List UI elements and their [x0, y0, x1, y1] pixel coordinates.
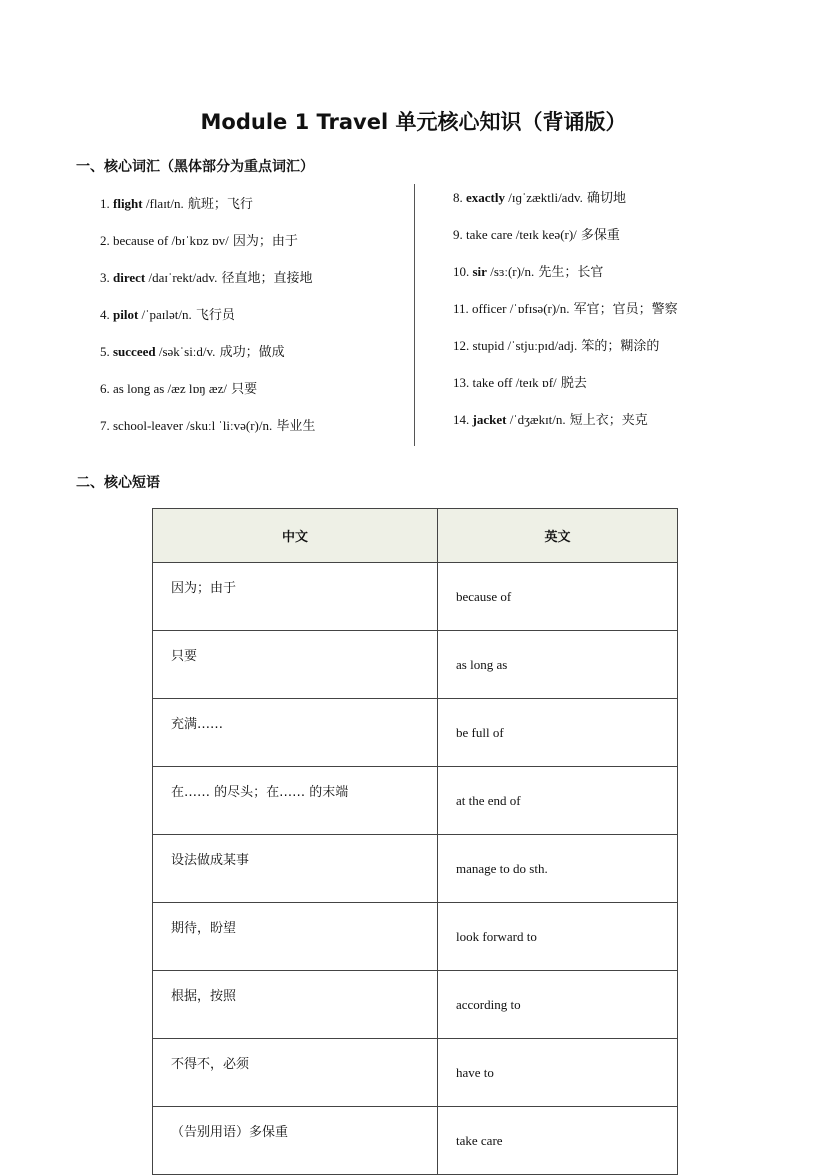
vocab-phonetic: /teɪk ɒf/: [512, 375, 557, 390]
table-row: [153, 971, 678, 1039]
vocab-meaning: 因为；由于: [228, 234, 298, 249]
vocab-phonetic: /ˈɒfɪsə(r)/n.: [506, 301, 570, 316]
vocab-item: [100, 415, 315, 434]
vocab-word: as long as: [113, 381, 165, 396]
vocab-phonetic: /sɜː(r)/n.: [486, 264, 535, 279]
vocab-number: 13.: [453, 375, 470, 390]
vocab-meaning: 多保重: [576, 228, 620, 243]
phrase-english: be full of: [438, 699, 678, 767]
phrase-chinese: 在…… 的尽头；在…… 的末端: [153, 767, 438, 835]
phrase-english: as long as: [438, 631, 678, 699]
vocab-phonetic: /skuːl ˈliːvə(r)/n.: [183, 418, 273, 433]
vocab-number: 7.: [100, 418, 110, 433]
vocab-meaning: 短上衣；夹克: [565, 413, 648, 428]
vocab-word: school-leaver: [113, 418, 184, 433]
vocab-phonetic: /daɪˈrekt/adv.: [145, 270, 218, 285]
vocab-phonetic: /səkˈsiːd/v.: [155, 344, 216, 359]
vocab-word: officer: [472, 301, 507, 316]
phrase-chinese: （告别用语）多保重: [153, 1107, 438, 1175]
vocab-item: [100, 378, 257, 397]
vocab-item: [453, 224, 620, 243]
phrase-chinese: 因为；由于: [153, 563, 438, 631]
phrase-chinese: 期待，盼望: [153, 903, 438, 971]
vocab-phonetic: /ˈstjuːpɪd/adj.: [504, 338, 578, 353]
table-row: [153, 631, 678, 699]
phrase-chinese: 不得不，必须: [153, 1039, 438, 1107]
table-row: [153, 767, 678, 835]
table-header-row: [153, 509, 678, 563]
vocab-number: 1.: [100, 196, 110, 211]
vocab-meaning: 毕业生: [272, 419, 316, 434]
vocab-word: flight: [113, 196, 143, 211]
vocab-word: because of: [113, 233, 169, 248]
column-divider: [414, 184, 415, 446]
phrase-english: have to: [438, 1039, 678, 1107]
vocab-item: [100, 193, 253, 212]
vocab-number: 10.: [453, 264, 470, 279]
phrase-chinese: 充满……: [153, 699, 438, 767]
table-row: [153, 1107, 678, 1175]
vocab-word: direct: [113, 270, 146, 285]
vocab-word: take care: [466, 227, 513, 242]
vocab-number: 3.: [100, 270, 110, 285]
section-heading-phrases: 二、核心短语: [76, 475, 160, 491]
vocab-number: 11.: [453, 301, 469, 316]
phrase-english: manage to do sth.: [438, 835, 678, 903]
vocab-number: 2.: [100, 233, 110, 248]
vocab-meaning: 笨的；糊涂的: [577, 339, 660, 354]
phrase-chinese: 只要: [153, 631, 438, 699]
vocab-number: 5.: [100, 344, 110, 359]
vocab-meaning: 只要: [226, 382, 258, 397]
vocab-meaning: 脱去: [556, 376, 587, 391]
vocab-meaning: 军官；官员；警察: [569, 302, 678, 317]
vocab-phonetic: /ˈpaɪlət/n.: [138, 307, 192, 322]
table-row: [153, 1039, 678, 1107]
table-row: [153, 563, 678, 631]
table-row: [153, 699, 678, 767]
vocab-item: [453, 372, 587, 391]
vocab-meaning: 飞行员: [191, 308, 235, 323]
vocab-number: 14.: [453, 412, 470, 427]
vocab-phonetic: /teɪk keə(r)/: [512, 227, 577, 242]
vocab-item: [100, 341, 285, 360]
phrase-chinese: 根据，按照: [153, 971, 438, 1039]
vocab-meaning: 成功；做成: [215, 345, 285, 360]
phrase-english: according to: [438, 971, 678, 1039]
phrase-table: [152, 508, 678, 1175]
vocab-meaning: 径直地；直接地: [217, 271, 313, 286]
page-title: Module 1 Travel 单元核心知识（背诵版）: [200, 110, 627, 134]
vocab-word: succeed: [113, 344, 156, 359]
vocab-phonetic: /flaɪt/n.: [142, 196, 184, 211]
vocab-word: stupid: [472, 338, 505, 353]
vocab-meaning: 航班；飞行: [183, 197, 253, 212]
phrase-english: take care: [438, 1107, 678, 1175]
vocab-word: sir: [472, 264, 487, 279]
vocab-number: 12.: [453, 338, 470, 353]
vocab-phonetic: /ˈdʒækɪt/n.: [506, 412, 566, 427]
vocab-item: [100, 267, 312, 286]
phrase-english: look forward to: [438, 903, 678, 971]
section-heading-vocabulary: 一、核心词汇（黑体部分为重点词汇）: [76, 159, 314, 175]
vocab-word: take off: [472, 375, 513, 390]
vocab-phonetic: /æz lɒŋ æz/: [164, 381, 227, 396]
vocab-item: [453, 335, 659, 354]
vocab-item: [453, 187, 626, 206]
vocab-word: jacket: [472, 412, 507, 427]
vocab-number: 6.: [100, 381, 110, 396]
header-english: 英文: [438, 509, 678, 563]
phrase-english: at the end of: [438, 767, 678, 835]
vocab-item: [453, 409, 648, 428]
phrase-chinese: 设法做成某事: [153, 835, 438, 903]
vocab-number: 4.: [100, 307, 110, 322]
vocab-word: pilot: [113, 307, 139, 322]
vocab-meaning: 确切地: [582, 191, 626, 206]
header-chinese: 中文: [153, 509, 438, 563]
vocab-number: 9.: [453, 227, 463, 242]
vocab-phonetic: /ɪɡˈzæktli/adv.: [504, 190, 583, 205]
phrase-english: because of: [438, 563, 678, 631]
vocab-item: [453, 261, 603, 280]
vocab-item: [100, 230, 298, 249]
vocab-number: 8.: [453, 190, 463, 205]
table-row: [153, 835, 678, 903]
table-row: [153, 903, 678, 971]
vocab-item: [453, 298, 678, 317]
vocab-item: [100, 304, 235, 323]
vocab-word: exactly: [466, 190, 505, 205]
vocab-meaning: 先生；长官: [534, 265, 604, 280]
vocab-phonetic: /bɪˈkɒz ɒv/: [168, 233, 229, 248]
